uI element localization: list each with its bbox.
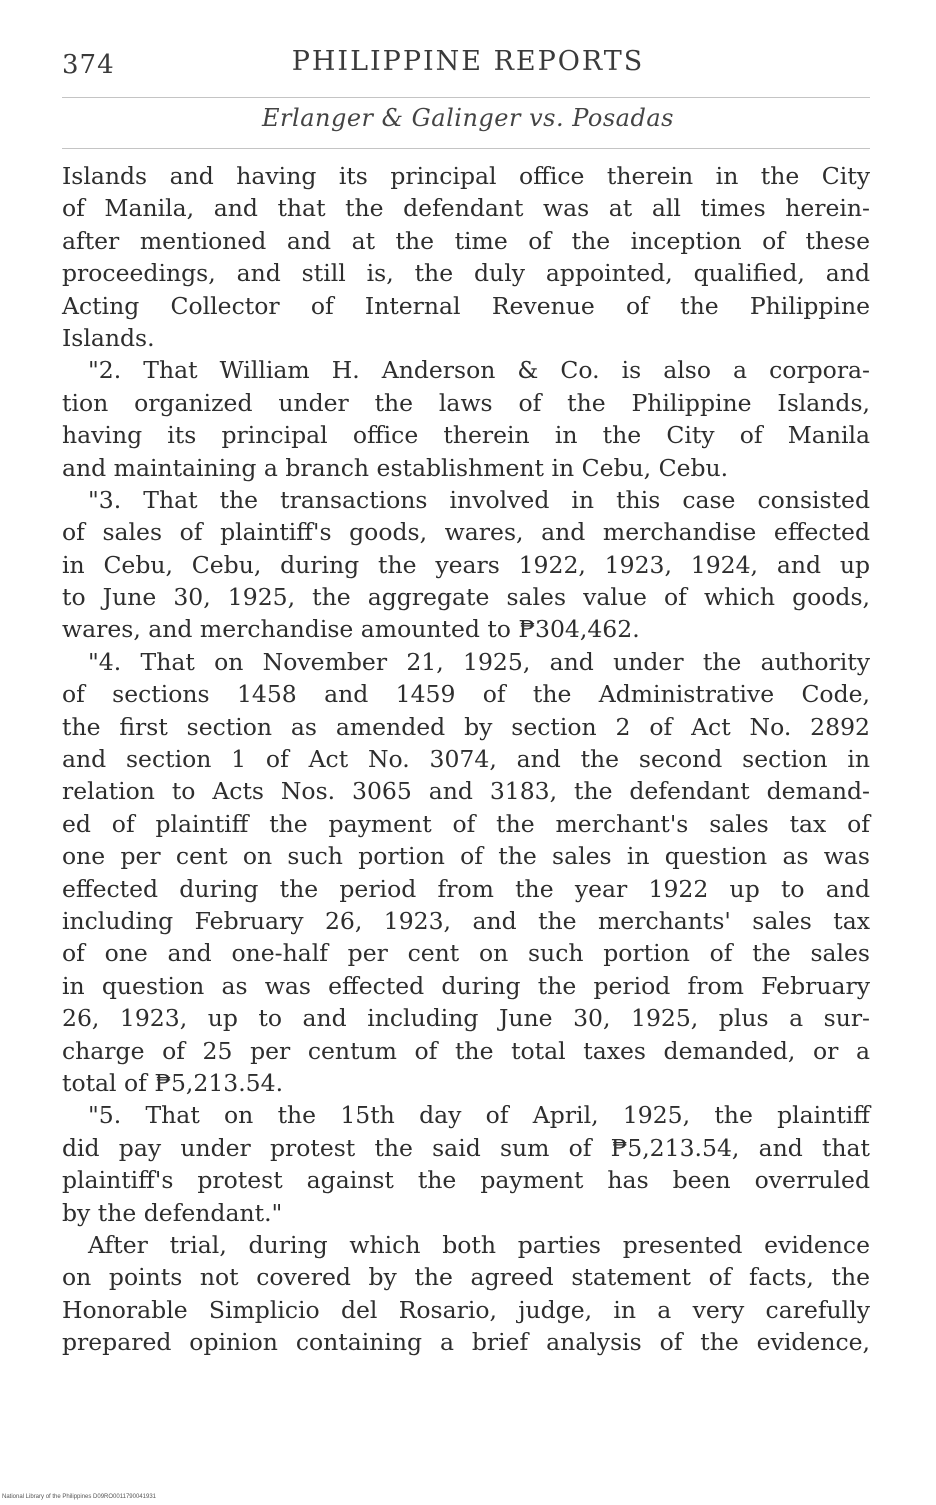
text-line: total of ₱5,213.54. [62,1068,284,1097]
text-line: "3. That the transactions involved in this case consisted [88,485,870,514]
text-line: wares, and merchandise amounted to ₱304,462. [62,615,640,644]
text-line: Islands and having its principal office therein in the City [62,162,870,190]
text-line: relation to Acts Nos. 3065 and 3183, the defendant demand- [62,777,870,806]
header-rule-top [62,97,870,98]
text-line: of Manila, and that the defendant was at all times herein- [62,194,870,223]
case-title: Erlanger & Galinger vs. Posadas [262,104,674,132]
header-rule-bottom [62,148,870,149]
text-line: Honorable Simplicio del Rosario, judge, in a very carefully [62,1295,870,1324]
text-line: and maintaining a branch establishment in Cebu, Cebu. [62,453,729,482]
page-number: 374 [62,50,115,80]
text-line: Acting Collector of Internal Revenue of the Philippine [62,291,870,320]
text-line: tion organized under the laws of the Philippine Islands, [62,388,870,417]
text-line: 26, 1923, up to and including June 30, 1925, plus a sur- [62,1004,870,1033]
text-line: proceedings, and still is, the duly appointed, qualified, and [62,259,870,288]
text-line: one per cent on such portion of the sales in question as was [62,842,870,871]
running-head: PHILIPPINE REPORTS [291,46,645,77]
text-line: Islands. [62,323,155,352]
text-line: on points not covered by the agreed statement of facts, the [62,1263,870,1292]
text-line: and section 1 of Act No. 3074, and the second section in [62,745,870,774]
footer-credit: National Library of the Philippines D09RO0011790041931 [2,1494,156,1500]
text-line: "5. That on the 15th day of April, 1925, the plaintiff [88,1101,870,1130]
text-line: in question as was effected during the period from February [62,971,870,1000]
text-line: did pay under protest the said sum of ₱5,213.54, and that [62,1133,870,1162]
text-line: by the defendant." [62,1198,283,1227]
text-line: of sales of plaintiff's goods, wares, and merchandise effected [62,518,870,547]
text-line: "4. That on November 21, 1925, and under the authority [88,647,870,676]
body-text [62,160,870,1358]
text-line: to June 30, 1925, the aggregate sales value of which goods, [62,583,870,612]
text-line: charge of 25 per centum of the total taxes demanded, or a [62,1036,870,1065]
text-line: "2. That William H. Anderson & Co. is also a corpora- [88,356,870,385]
text-line: after mentioned and at the time of the inception of these [62,226,870,255]
text-line: of sections 1458 and 1459 of the Administrative Code, [62,680,870,709]
text-line: having its principal office therein in the City of Manila [62,421,870,450]
text-line: in Cebu, Cebu, during the years 1922, 1923, 1924, and up [62,550,870,579]
text-line: effected during the period from the year 1922 up to and [62,874,870,903]
text-line: plaintiff's protest against the payment has been overruled [62,1166,870,1195]
text-line: After trial, during which both parties presented evidence [88,1230,870,1259]
text-line: the first section as amended by section 2 of Act No. 2892 [62,712,870,741]
text-line: ed of plaintiff the payment of the merchant's sales tax of [62,809,870,838]
text-line: prepared opinion containing a brief analysis of the evidence, [62,1328,870,1357]
text-line: of one and one-half per cent on such portion of the sales [62,939,870,968]
text-line: including February 26, 1923, and the merchants' sales tax [62,906,870,935]
